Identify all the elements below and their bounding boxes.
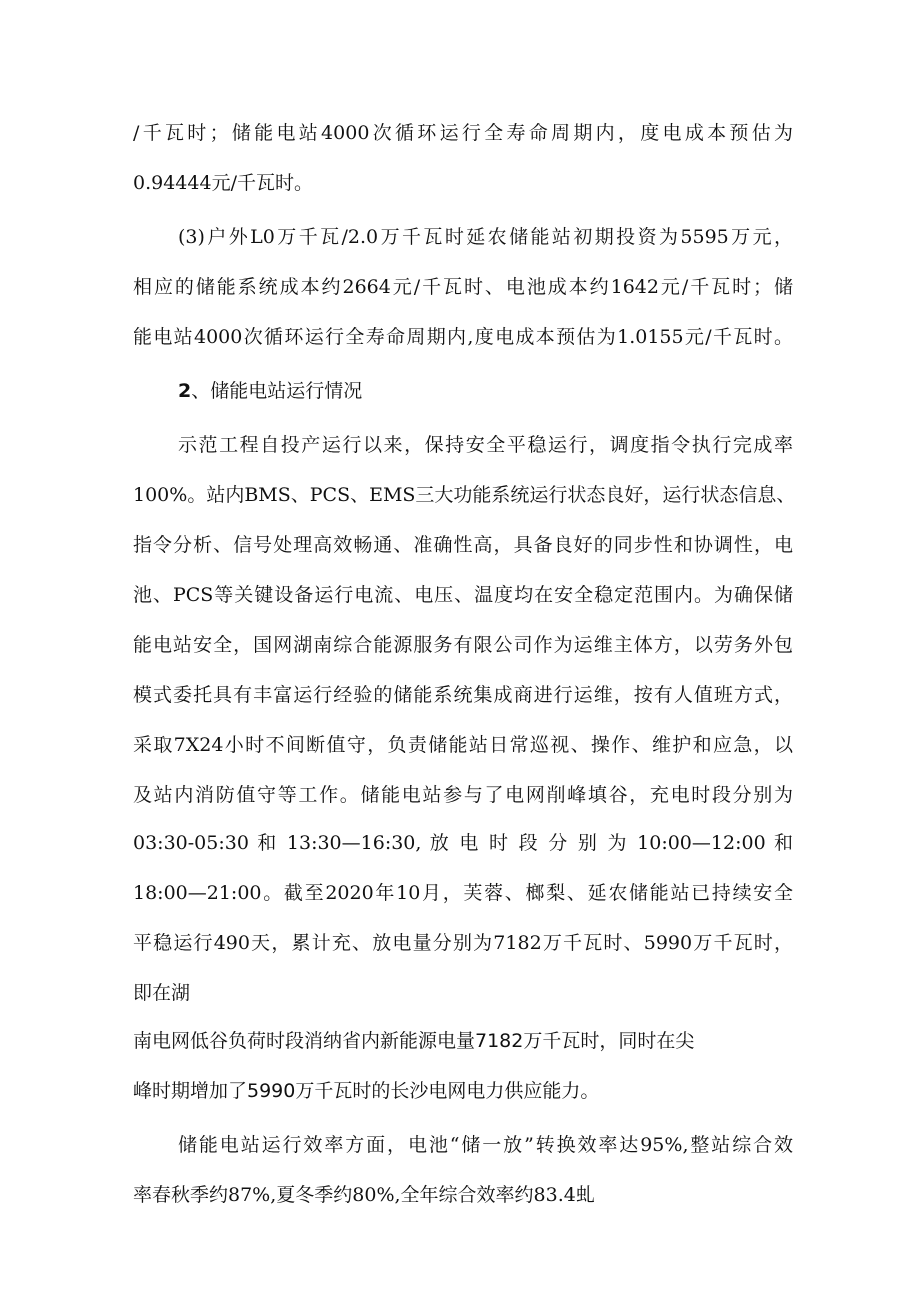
paragraph-3-line-10: 18:00—21:00。截至2020年10月，芙蓉、榔梨、延农储能站已持续安全 bbox=[133, 882, 793, 904]
paragraph-3-line-5: 能电站安全，国网湖南综合能源服务有限公司作为运维主体方，以劳务外包 bbox=[133, 634, 793, 656]
paragraph-3-line-2: 100%。站内BMS、PCS、EMS三大功能系统运行状态良好，运行状态信息、 bbox=[133, 484, 796, 506]
paragraph-3-line-8: 及站内消防值守等工作。储能电站参与了电网削峰填谷，充电时段分别为 bbox=[133, 784, 793, 806]
paragraph-2-line-2: 相应的储能系统成本约2664元/千瓦时、电池成本约1642元/千瓦时；储 bbox=[133, 276, 793, 298]
paragraph-2-line-3: 能电站4000次循环运行全寿命周期内,度电成本预估为1.0155元/千瓦时。 bbox=[133, 326, 793, 348]
section-heading-title: 、储能电站运行情况 bbox=[191, 380, 363, 402]
paragraph-3-line-1: 示范工程自投产运行以来，保持安全平稳运行，调度指令执行完成率 bbox=[178, 434, 793, 456]
paragraph-5-line-1: 储能电站运行效率方面，电池“储一放”转换效率达95%,整站综合效 bbox=[178, 1134, 793, 1156]
paragraph-1-line-1: /千瓦时；储能电站4000次循环运行全寿命周期内，度电成本预估为 bbox=[133, 122, 793, 144]
paragraph-3-line-3: 指令分析、信号处理高效畅通、准确性高，具备良好的同步性和协调性，电 bbox=[133, 534, 793, 556]
paragraph-3-line-4: 池、PCS等关键设备运行电流、电压、温度均在安全稳定范围内。为确保储 bbox=[133, 584, 793, 606]
paragraph-3-line-7: 采取7X24小时不间断值守，负责储能站日常巡视、操作、维护和应急，以 bbox=[133, 734, 793, 756]
section-heading-number: 2 bbox=[178, 380, 192, 402]
paragraph-5-line-2: 率春秋季约87%,夏冬季约80%,全年综合效率约83.4虬 bbox=[133, 1184, 595, 1206]
paragraph-4-line-2: 峰时期增加了5990万千瓦时的长沙电网电力供应能力。 bbox=[133, 1080, 600, 1102]
paragraph-4-line-1: 南电网低谷负荷时段消纳省内新能源电量7182万千瓦时，同时在尖 bbox=[133, 1030, 695, 1052]
paragraph-3-line-9: 03:30-05:30 和 13:30—16:30, 放 电 时 段 分 别 为 10:00—12:00 和 bbox=[133, 832, 793, 854]
paragraph-3-line-11: 平稳运行490天，累计充、放电量分别为7182万千瓦时、5990万千瓦时， bbox=[133, 932, 793, 954]
paragraph-3-line-12: 即在湖 bbox=[133, 982, 191, 1004]
section-heading bbox=[178, 379, 362, 403]
paragraph-2-line-1: (3)户外L0万千瓦/2.0万千瓦时延农储能站初期投资为5595万元， bbox=[178, 226, 793, 248]
paragraph-1-line-2: 0.94444元/千瓦时。 bbox=[133, 172, 313, 194]
paragraph-3-line-6: 模式委托具有丰富运行经验的储能系统集成商进行运维，按有人值班方式， bbox=[133, 684, 793, 706]
